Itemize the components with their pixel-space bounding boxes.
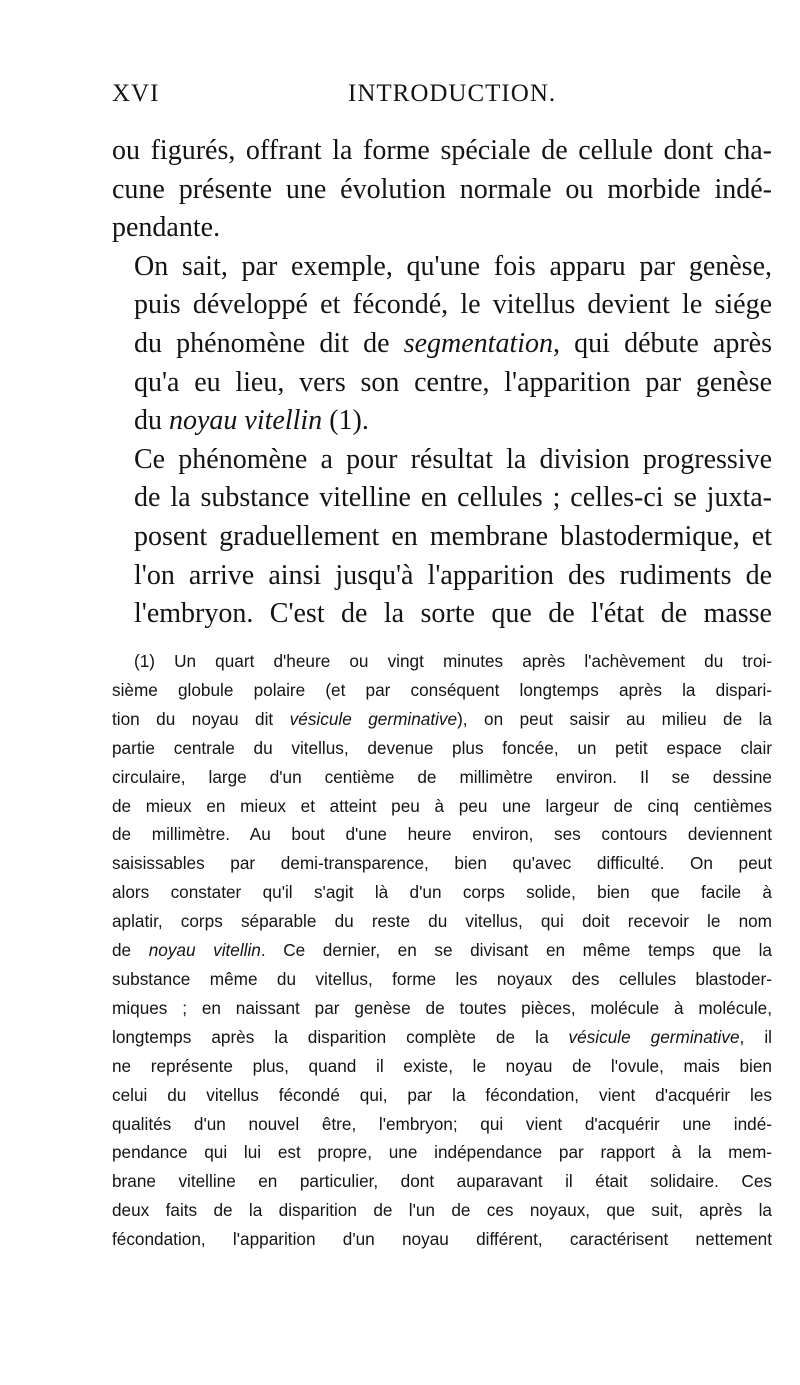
italic-term: noyau vitellin: [148, 940, 261, 961]
text-line: de la substance vitelline en cellules ; celles-ci se juxta-: [134, 482, 772, 514]
footnote-line: sième globule polaire (et par conséquent longtemps après la dispari-: [112, 679, 772, 700]
text-line: ou figurés, offrant la forme spéciale de cellule dont cha-: [112, 135, 772, 166]
footnote-line: celui du vitellus fécondé qui, par la fécondation, vient d'acquérir les: [112, 1084, 772, 1105]
text-line: qu'a eu lieu, vers son centre, l'apparition par genèse: [134, 366, 772, 398]
footnote-line: ne représente plus, quand il existe, le noyau de l'ovule, mais bien: [112, 1055, 772, 1076]
text-line: du noyau vitellin (1).: [134, 405, 369, 437]
running-header: [112, 80, 772, 120]
footnote-line: substance même du vitellus, forme les noyaux des cellules blastoder-: [112, 968, 772, 989]
text-line: posent graduellement en membrane blastodermique, et: [134, 520, 772, 552]
page-number: XVI: [112, 80, 160, 107]
paragraph-2: [112, 248, 772, 441]
footnote-line: tion du noyau dit vésicule germinative), on peut saisir au milieu de la: [112, 708, 772, 729]
text-line: cune présente une évolution normale ou morbide indé-: [112, 173, 772, 205]
footnote-line: de millimètre. Au bout d'une heure environ, ses contours deviennent: [112, 824, 772, 845]
text-line: On sait, par exemple, qu'une fois apparu par genèse,: [134, 250, 772, 282]
footnote-line: de mieux en mieux et atteint peu à peu une largeur de cinq centièmes: [112, 795, 772, 816]
footnote-line: fécondation, l'apparition d'un noyau différent, caractérisent nettement: [112, 1229, 772, 1250]
footnote-line: brane vitelline en particulier, dont auparavant il était solidaire. Ces: [112, 1171, 772, 1192]
footnote-line: de noyau vitellin. Ce dernier, en se divisant en même temps que la: [112, 940, 772, 961]
text-line: l'embryon. C'est de la sorte que de l'état de masse: [134, 598, 772, 630]
text-line: puis développé et fécondé, le vitellus devient le siége: [134, 289, 772, 321]
paragraph-1: [112, 132, 772, 248]
footnote-line: (1) Un quart d'heure ou vingt minutes après l'achèvement du troi-: [134, 651, 772, 671]
footnote-line: aplatir, corps séparable du reste du vitellus, qui doit recevoir le nom: [112, 911, 772, 932]
text-line: pendante.: [112, 212, 221, 244]
italic-term: vésicule germinative: [289, 708, 458, 729]
footnote-line: deux faits de la disparition de l'un de ces noyaux, que suit, après la: [112, 1200, 772, 1221]
footnote-line: miques ; en naissant par genèse de toutes pièces, molécule à molécule,: [112, 997, 772, 1018]
footnote-line: partie centrale du vitellus, devenue plus foncée, un petit espace clair: [112, 737, 772, 758]
italic-term: segmentation: [403, 327, 554, 359]
footnote-line: circulaire, large d'un centième de millimètre environ. Il se dessine: [112, 766, 772, 787]
italic-term: noyau vitellin: [169, 405, 323, 437]
running-title: INTRODUCTION.: [348, 80, 557, 107]
footnote-line: qualités d'un nouvel être, l'embryon; qui vient d'acquérir une indé-: [112, 1113, 772, 1134]
footnote-line: longtemps après la disparition complète de la vésicule germinative, il: [112, 1026, 772, 1047]
text-line: du phénomène dit de segmentation, qui débute après: [134, 327, 772, 359]
text-line: Ce phénomène a pour résultat la division progressive: [134, 443, 772, 475]
main-text: [112, 132, 772, 634]
footnote-line: alors constater qu'il s'agit là d'un corps solide, bien que facile à: [112, 882, 772, 903]
text-line: l'on arrive ainsi jusqu'à l'apparition des rudiments de: [134, 559, 772, 591]
footnote: [112, 647, 772, 1254]
paragraph-3: [112, 441, 772, 634]
italic-term: vésicule germinative: [568, 1026, 740, 1047]
footnote-line: saisissables par demi-transparence, bien qu'avec difficulté. On peut: [112, 853, 772, 874]
footnote-line: pendance qui lui est propre, une indépendance par rapport à la mem-: [112, 1142, 772, 1163]
